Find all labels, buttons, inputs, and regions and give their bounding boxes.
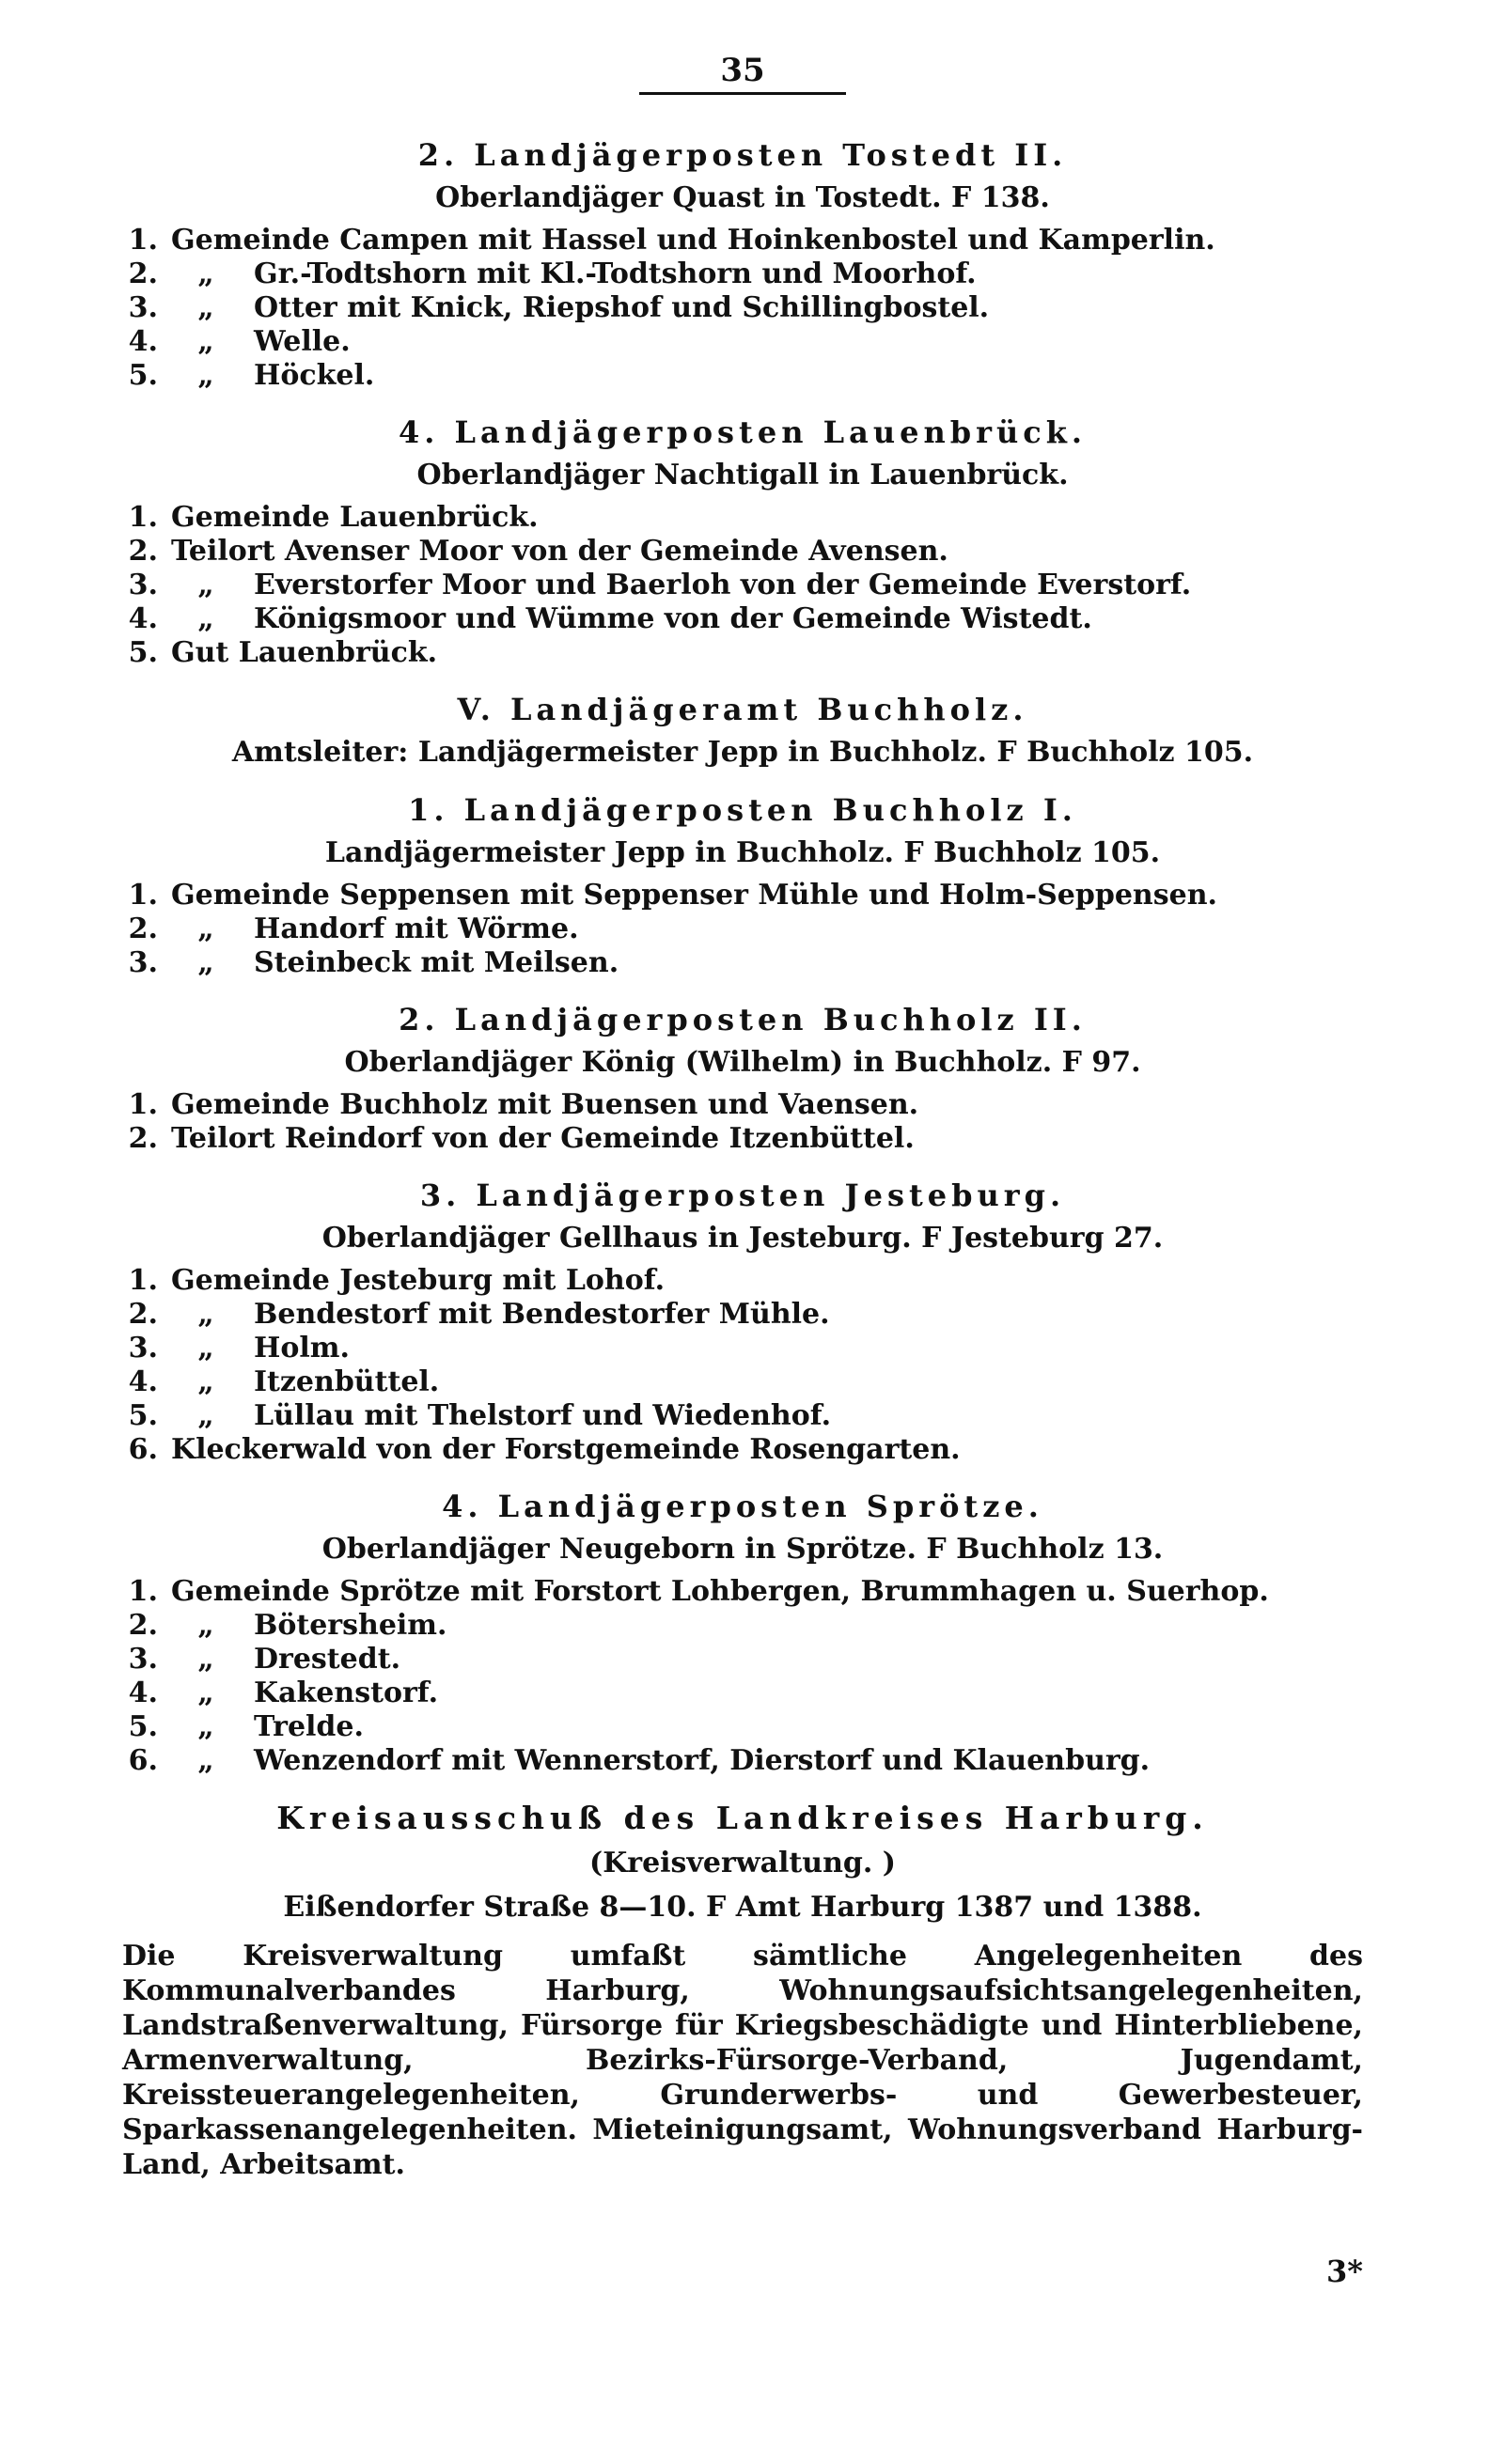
section-title: 2. Landjägerposten Tostedt II. (417, 137, 1068, 173)
entry-number: 3. (128, 569, 158, 601)
entry-number: 3. (128, 946, 158, 979)
entry-number: 4. (128, 1365, 158, 1398)
list-item (122, 1298, 1363, 1332)
entry-text: Lüllau mit Thelstorf und Wiedenhof. (254, 1399, 832, 1432)
list-item (122, 946, 1363, 980)
ditto-mark (158, 1433, 171, 1467)
section-officer: Oberlandjäger Quast in Tostedt. F 138. (435, 181, 1050, 214)
ditto-mark (158, 535, 171, 569)
entry-number: 5. (128, 359, 158, 392)
ditto-mark (158, 501, 171, 535)
page-number: 35 (720, 52, 765, 89)
entry-list (122, 1575, 1363, 1778)
entry-text: Teilort Reindorf von der Gemeinde Itzenbüttel. (171, 1122, 915, 1155)
entry-text: Handorf mit Wörme. (254, 912, 579, 945)
entry-text: Welle. (254, 325, 351, 358)
ditto-mark: „ (197, 569, 214, 601)
kreis-subtitle: (Kreisverwaltung. ) (589, 1846, 896, 1879)
section-title: 4. Landjägerposten Sprötze. (442, 1489, 1043, 1524)
entry-list (122, 879, 1363, 980)
section-officer: Oberlandjäger Neugeborn in Sprötze. F Buchholz 13. (321, 1533, 1164, 1566)
entry-text: Gemeinde Seppensen mit Seppenser Mühle und Holm-Seppensen. (171, 879, 1217, 912)
entry-number: 5. (128, 636, 158, 669)
kreis-paragraph: Die Kreisverwaltung umfaßt sämtliche Angelegenheiten des Kommunalverbandes Harburg, Wohnungsaufsichtsangelegenheiten, Landstraßenverwaltung, Fürsorge für Kriegsbeschädigte und Hinterbliebene, Armenverwaltung, Bezirks-Fürsorge-Verband, Jugendamt, Kreissteuerangelegenheiten, Grunderwerbs- und Gewerbesteuer, Sparkassenangelegenheiten. Mieteinigungsamt, Wohnungsverband Harburg-Land, Arbeitsamt. (122, 1939, 1363, 2181)
list-item (122, 535, 1363, 569)
entry-text: Gr.-Todtshorn mit Kl.-Todtshorn und Moorhof. (254, 257, 977, 290)
list-item (122, 1643, 1363, 1676)
list-item (122, 359, 1363, 393)
entry-list (122, 224, 1363, 393)
entry-list (122, 1264, 1363, 1467)
section-buchholz-ii (122, 1001, 1363, 1156)
entry-number: 5. (128, 1710, 158, 1743)
entry-text: Gemeinde Lauenbrück. (171, 501, 539, 534)
ditto-mark (158, 224, 171, 257)
list-item (122, 569, 1363, 602)
section-kreisausschuss (122, 1799, 1363, 2182)
ditto-mark: „ (197, 1332, 214, 1365)
entry-text: Wenzendorf mit Wennerstorf, Dierstorf und Klauenburg. (254, 1744, 1151, 1777)
section-jesteburg (122, 1177, 1363, 1467)
section-title: 3. Landjägerposten Jesteburg. (419, 1177, 1066, 1213)
ditto-mark: „ (197, 602, 214, 635)
ditto-mark: „ (197, 1365, 214, 1398)
ditto-mark (158, 1088, 171, 1122)
list-item (122, 1365, 1363, 1399)
entry-number: 1. (128, 224, 158, 257)
entry-text: Gemeinde Sprötze mit Forstort Lohbergen, Brummhagen u. Suerhop. (171, 1575, 1269, 1608)
entry-number: 4. (128, 325, 158, 358)
list-item (122, 912, 1363, 946)
kreis-address: Eißendorfer Straße 8—10. F Amt Harburg 1387 und 1388. (283, 1890, 1202, 1924)
section-tostedt-ii (122, 136, 1363, 393)
list-item (122, 1264, 1363, 1298)
section-sproetze (122, 1488, 1363, 1778)
list-item (122, 1676, 1363, 1710)
list-item (122, 1332, 1363, 1365)
section-officer: Oberlandjäger Nachtigall in Lauenbrück. (416, 459, 1069, 491)
section-officer: Oberlandjäger König (Wilhelm) in Buchholz. F 97. (344, 1046, 1141, 1079)
entry-text: Itzenbüttel. (254, 1365, 440, 1398)
entry-number: 1. (128, 1264, 158, 1297)
ditto-mark: „ (197, 1744, 214, 1777)
entry-number: 6. (128, 1433, 158, 1466)
entry-text: Gemeinde Jesteburg mit Lohof. (171, 1264, 666, 1297)
list-item (122, 636, 1363, 670)
list-item (122, 1710, 1363, 1744)
signature-mark: 3* (1326, 2253, 1363, 2289)
ditto-mark: „ (197, 1399, 214, 1432)
entry-number: 6. (128, 1744, 158, 1777)
ditto-mark: „ (197, 325, 214, 358)
list-item (122, 1088, 1363, 1122)
entry-text: Gut Lauenbrück. (171, 636, 438, 669)
ditto-mark: „ (197, 1643, 214, 1676)
list-item (122, 501, 1363, 535)
entry-text: Bötersheim. (254, 1609, 447, 1642)
entry-text: Höckel. (254, 359, 375, 392)
entry-number: 1. (128, 879, 158, 912)
ditto-mark: „ (197, 1676, 214, 1709)
ditto-mark: „ (197, 257, 214, 290)
section-amt-buchholz (122, 691, 1363, 771)
section-title: 2. Landjägerposten Buchholz II. (399, 1002, 1087, 1037)
entry-number: 3. (128, 1332, 158, 1365)
entry-number: 2. (128, 1122, 158, 1155)
entry-number: 2. (128, 912, 158, 945)
entry-list (122, 1088, 1363, 1156)
entry-text: Teilort Avenser Moor von der Gemeinde Avensen. (171, 535, 948, 568)
list-item (122, 879, 1363, 912)
section-title: 4. Landjägerposten Lauenbrück. (398, 414, 1088, 450)
section-lauenbrueck (122, 413, 1363, 670)
entry-number: 2. (128, 1609, 158, 1642)
entry-number: 2. (128, 1298, 158, 1331)
entry-text: Steinbeck mit Meilsen. (254, 946, 619, 979)
ditto-mark (158, 1264, 171, 1298)
list-item (122, 1433, 1363, 1467)
ditto-mark: „ (197, 1609, 214, 1642)
ditto-mark (158, 636, 171, 670)
entry-number: 2. (128, 257, 158, 290)
amt-title: V. Landjägeramt Buchholz. (457, 692, 1028, 727)
entry-text: Königsmoor und Wümme von der Gemeinde Wistedt. (254, 602, 1092, 635)
ditto-mark: „ (197, 359, 214, 392)
list-item (122, 1122, 1363, 1156)
ditto-mark: „ (197, 291, 214, 324)
entry-number: 3. (128, 291, 158, 324)
entry-number: 1. (128, 1575, 158, 1608)
ditto-mark (158, 1575, 171, 1609)
section-title: 1. Landjägerposten Buchholz I. (408, 792, 1077, 828)
section-officer: Oberlandjäger Gellhaus in Jesteburg. F Jesteburg 27. (321, 1222, 1164, 1255)
ditto-mark (158, 1122, 171, 1156)
ditto-mark: „ (197, 912, 214, 945)
entry-text: Drestedt. (254, 1643, 401, 1676)
entry-number: 2. (128, 535, 158, 568)
list-item (122, 1744, 1363, 1778)
list-item (122, 602, 1363, 636)
list-item (122, 257, 1363, 291)
entry-text: Gemeinde Campen mit Hassel und Hoinkenbostel und Kamperlin. (171, 224, 1215, 257)
list-item (122, 1575, 1363, 1609)
entry-number: 1. (128, 1088, 158, 1121)
ditto-mark: „ (197, 1298, 214, 1331)
section-buchholz-i (122, 791, 1363, 980)
entry-list (122, 501, 1363, 670)
entry-text: Kleckerwald von der Forstgemeinde Rosengarten. (171, 1433, 961, 1466)
entry-number: 4. (128, 602, 158, 635)
page-number-rule (639, 92, 846, 95)
list-item (122, 224, 1363, 257)
ditto-mark (158, 879, 171, 912)
ditto-mark: „ (197, 946, 214, 979)
entry-number: 1. (128, 501, 158, 534)
entry-text: Gemeinde Buchholz mit Buensen und Vaensen. (171, 1088, 919, 1121)
ditto-mark: „ (197, 1710, 214, 1743)
entry-text: Holm. (254, 1332, 350, 1365)
entry-text: Bendestorf mit Bendestorfer Mühle. (254, 1298, 830, 1331)
list-item (122, 1399, 1363, 1433)
entry-number: 3. (128, 1643, 158, 1676)
section-officer: Landjägermeister Jepp in Buchholz. F Buchholz 105. (324, 836, 1161, 869)
list-item (122, 1609, 1363, 1643)
entry-number: 4. (128, 1676, 158, 1709)
kreis-title: Kreisausschuß des Landkreises Harburg. (276, 1800, 1209, 1836)
entry-number: 5. (128, 1399, 158, 1432)
list-item (122, 291, 1363, 325)
amt-leader: Amtsleiter: Landjägermeister Jepp in Buchholz. F Buchholz 105. (231, 736, 1254, 769)
entry-text: Otter mit Knick, Riepshof und Schillingbostel. (254, 291, 990, 324)
list-item (122, 325, 1363, 359)
entry-text: Trelde. (254, 1710, 364, 1743)
entry-text: Kakenstorf. (254, 1676, 439, 1709)
entry-text: Everstorfer Moor und Baerloh von der Gemeinde Everstorf. (254, 569, 1192, 601)
